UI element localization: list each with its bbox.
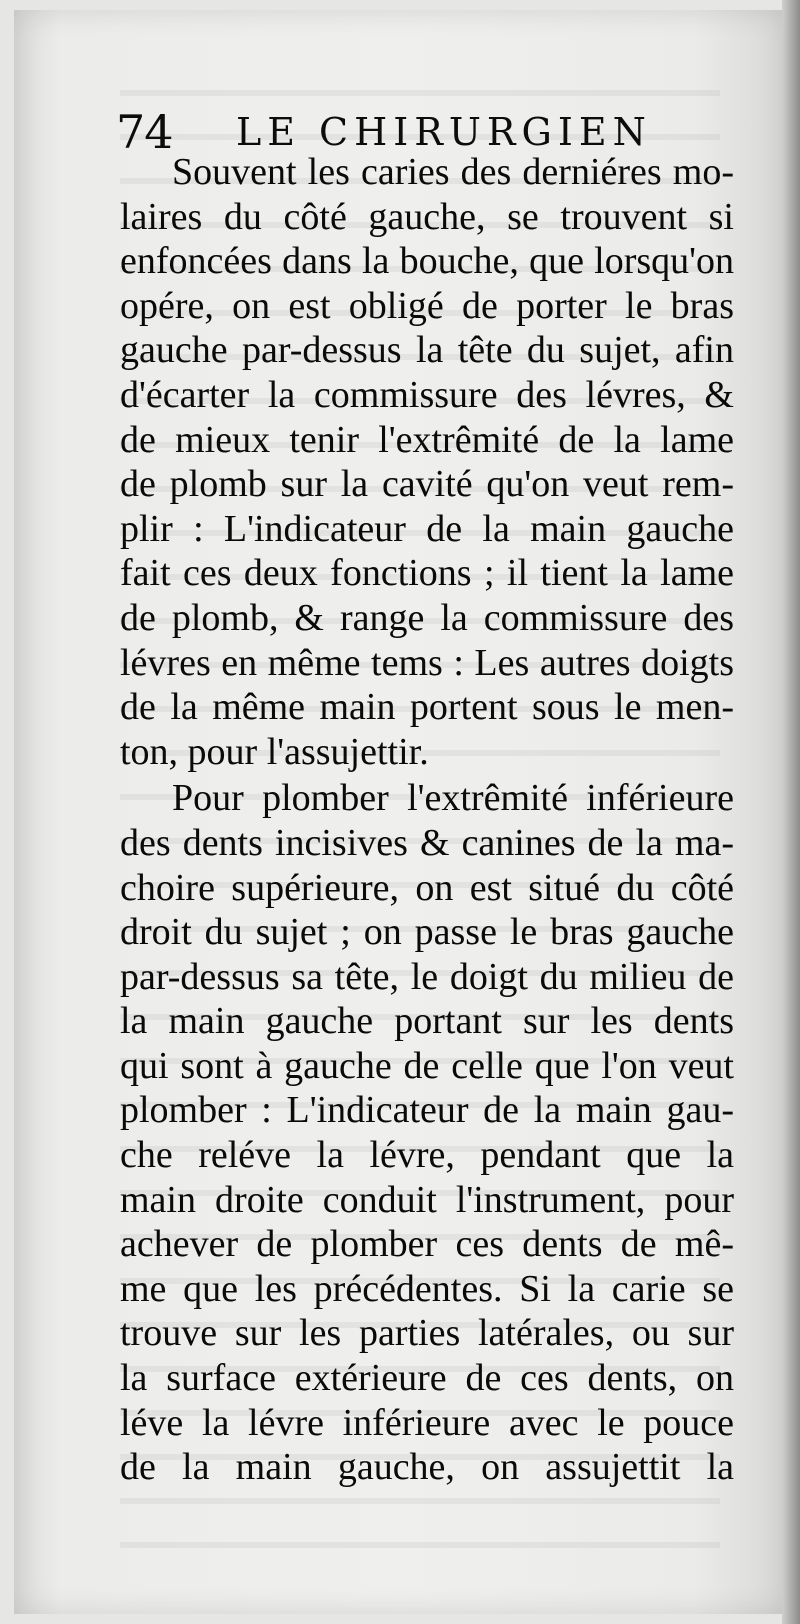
paragraph-1 [120, 150, 734, 774]
text-line: qui sont à gauche de celle que l'on veut [120, 1044, 734, 1087]
text-line: ton, pour l'assujettir. [120, 730, 429, 773]
text-line: de la main gauche, on assujettit la [120, 1446, 734, 1489]
text-line: des dents incisives & canines de la ma- [120, 821, 734, 864]
text-line: fait ces deux fonctions ; il tient la lame [120, 552, 734, 595]
text-line: de la même main portent sous le men- [120, 686, 734, 729]
text-line: main droite conduit l'instrument, pour [120, 1178, 734, 1221]
text-line: trouve sur les parties latérales, ou sur [120, 1312, 734, 1355]
page-edge-shadow [782, 0, 800, 1624]
text-line: laires du côté gauche, se trouvent si [120, 195, 734, 238]
text-line: gauche par-dessus la tête du sujet, afin [120, 329, 734, 372]
text-line: de mieux tenir l'extrêmité de la lame [120, 418, 734, 461]
text-line: droit du sujet ; on passe le bras gauche [120, 911, 734, 954]
text-line: Souvent les caries des derniéres mo- [172, 151, 734, 193]
text-line: Pour plomber l'extrêmité inférieure [172, 777, 734, 820]
text-line: la main gauche portant sur les dents [120, 1000, 734, 1043]
text-line: d'écarter la commissure des lévres, & [120, 373, 734, 416]
text-line: che reléve la lévre, pendant que la [120, 1134, 734, 1177]
text-line: la surface extérieure de ces dents, on [120, 1357, 734, 1400]
text-line: de plomb, & range la commissure des [120, 596, 734, 639]
text-line: enfoncées dans la bouche, que lorsqu'on [120, 240, 734, 283]
text-line: lévres en même tems : Les autres doigts [120, 641, 734, 684]
text-line: plir : L'indicateur de la main gauche [120, 507, 734, 550]
text-line: léve la lévre inférieure avec le pouce [120, 1401, 734, 1444]
text-line: choire supérieure, on est situé du côté [120, 866, 734, 909]
text-line: par-dessus sa tête, le doigt du milieu de [120, 955, 734, 998]
body-text [120, 150, 734, 1490]
page-number: 74 [116, 105, 173, 159]
text-line: opére, on est obligé de porter le bras [120, 284, 734, 327]
text-line: de plomb sur la cavité qu'on veut rem- [120, 463, 734, 506]
running-title: LE CHIRURGIEN [236, 110, 652, 154]
text-line: me que les précédentes. Si la carie se [120, 1267, 734, 1310]
paragraph-2 [120, 776, 734, 1490]
text-line: plomber : L'indicateur de la main gau- [120, 1089, 734, 1132]
text-line: achever de plomber ces dents de mê- [120, 1223, 734, 1266]
